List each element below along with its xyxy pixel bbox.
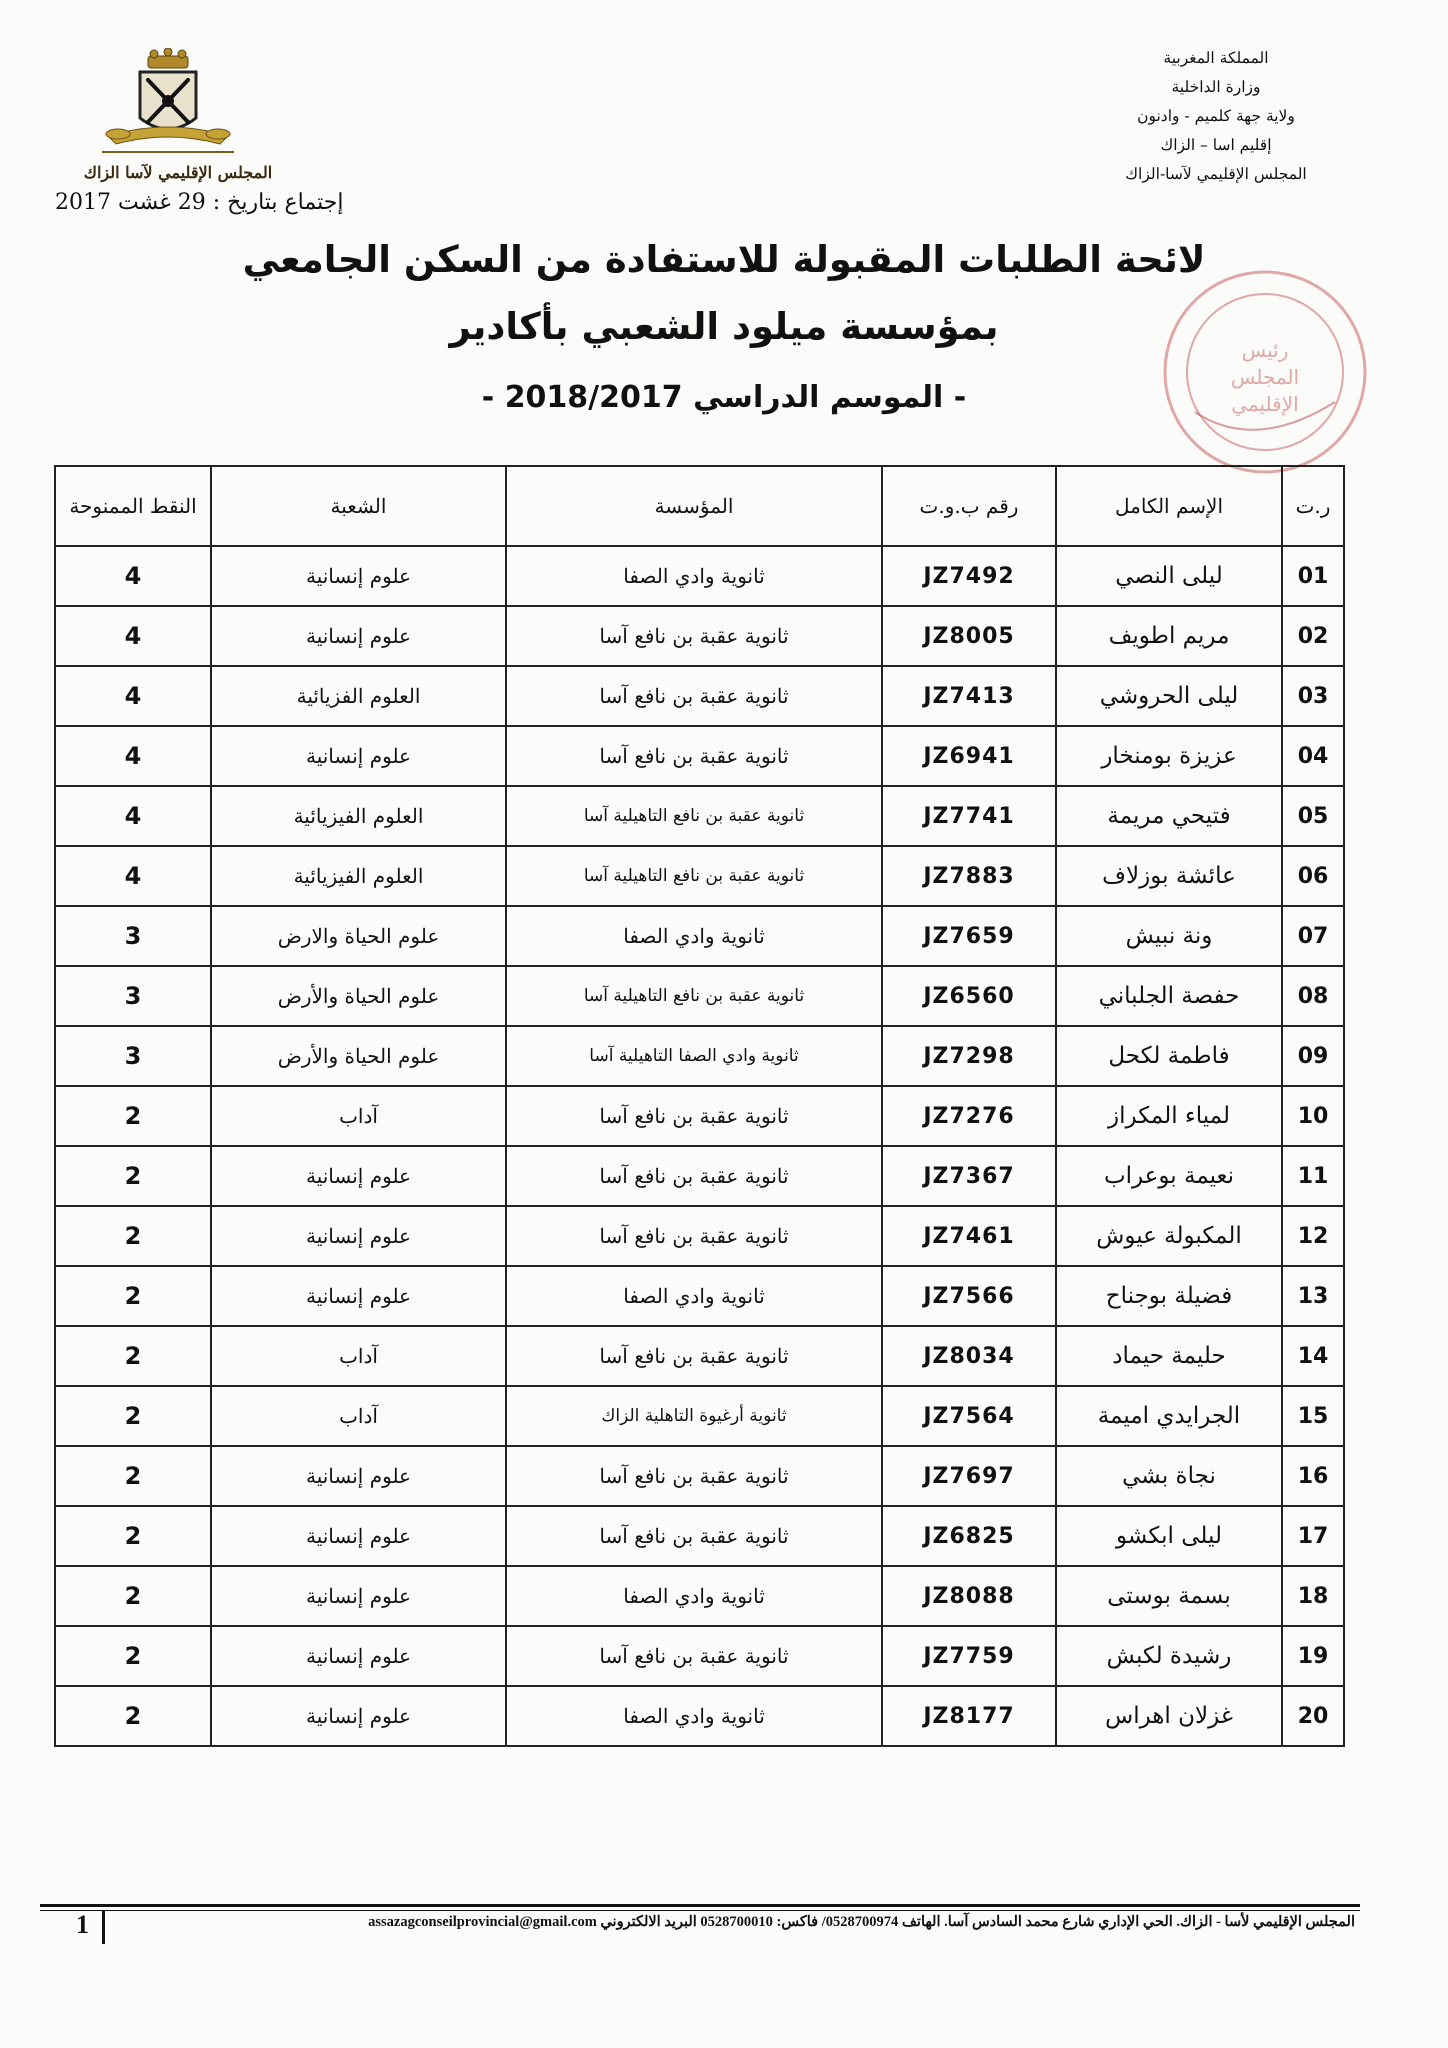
cell-points: 2 xyxy=(55,1566,211,1626)
cell-branch: علوم إنسانية xyxy=(211,1446,506,1506)
table-row xyxy=(55,1566,1344,1626)
cell-points: 3 xyxy=(55,906,211,966)
council-name-left: المجلس الإقليمي لآسا الزاك xyxy=(83,163,273,182)
admin-line-ministry: وزارة الداخلية xyxy=(1171,78,1261,96)
cell-name: غزلان اهراس xyxy=(1056,1686,1282,1746)
header-points: النقط الممنوحة xyxy=(55,466,211,546)
admin-line-region: ولاية جهة كلميم - وادنون xyxy=(1137,107,1295,125)
cell-branch: علوم إنسانية xyxy=(211,1566,506,1626)
cell-points: 2 xyxy=(55,1626,211,1686)
cell-code: JZ6560 xyxy=(882,966,1056,1026)
cell-institution: ثانوية أرغيوة التاهلية الزاك xyxy=(506,1386,882,1446)
header-code: رقم ب.و.ت xyxy=(882,466,1056,546)
cell-points: 3 xyxy=(55,1026,211,1086)
page-number: 1 xyxy=(76,1910,89,1939)
cell-name: فضيلة بوجناح xyxy=(1056,1266,1282,1326)
cell-institution: ثانوية وادي الصفا xyxy=(506,1566,882,1626)
cell-no: 07 xyxy=(1282,906,1344,966)
cell-name: فتيحي مريمة xyxy=(1056,786,1282,846)
cell-branch: علوم الحياة والأرض xyxy=(211,966,506,1026)
table-row xyxy=(55,1686,1344,1746)
header-no: ر.ت xyxy=(1282,466,1344,546)
footer-contact: المجلس الإقليمي لأسا - الزاك. الحي الإداري شارع محمد السادس آسا. الهاتف 0528700974/ فاكس: 0528700010 البريد الالكتروني assazagconseilprovincial@gmail.com xyxy=(368,1914,1355,1930)
cell-code: JZ7564 xyxy=(882,1386,1056,1446)
cell-code: JZ7367 xyxy=(882,1146,1056,1206)
cell-no: 04 xyxy=(1282,726,1344,786)
cell-no: 18 xyxy=(1282,1566,1344,1626)
cell-name: ليلى الحروشي xyxy=(1056,666,1282,726)
cell-branch: علوم الحياة والأرض xyxy=(211,1026,506,1086)
cell-points: 4 xyxy=(55,666,211,726)
table-row xyxy=(55,846,1344,906)
cell-branch: علوم إنسانية xyxy=(211,1266,506,1326)
cell-institution: ثانوية عقبة بن نافع آسا xyxy=(506,1146,882,1206)
cell-points: 2 xyxy=(55,1506,211,1566)
table-row xyxy=(55,1626,1344,1686)
cell-no: 17 xyxy=(1282,1506,1344,1566)
cell-institution: ثانوية وادي الصفا xyxy=(506,1686,882,1746)
cell-branch: العلوم الفزيائية xyxy=(211,666,506,726)
cell-institution: ثانوية وادي الصفا التاهيلية آسا xyxy=(506,1026,882,1086)
cell-no: 03 xyxy=(1282,666,1344,726)
cell-no: 16 xyxy=(1282,1446,1344,1506)
cell-points: 4 xyxy=(55,546,211,606)
cell-name: عائشة بوزلاف xyxy=(1056,846,1282,906)
cell-points: 2 xyxy=(55,1326,211,1386)
cell-points: 2 xyxy=(55,1386,211,1446)
cell-code: JZ7566 xyxy=(882,1266,1056,1326)
cell-institution: ثانوية عقبة بن نافع آسا xyxy=(506,1326,882,1386)
cell-name: ليلى ابكشو xyxy=(1056,1506,1282,1566)
cell-institution: ثانوية عقبة بن نافع آسا xyxy=(506,1506,882,1566)
cell-points: 2 xyxy=(55,1686,211,1746)
svg-text:رئيس: رئيس xyxy=(1241,338,1289,362)
cell-name: ليلى النصي xyxy=(1056,546,1282,606)
table-row xyxy=(55,1446,1344,1506)
cell-name: فاطمة لكحل xyxy=(1056,1026,1282,1086)
cell-institution: ثانوية عقبة بن نافع التاهيلية آسا xyxy=(506,846,882,906)
cell-branch: علوم إنسانية xyxy=(211,1626,506,1686)
cell-code: JZ7413 xyxy=(882,666,1056,726)
cell-institution: ثانوية وادي الصفا xyxy=(506,546,882,606)
cell-institution: ثانوية عقبة بن نافع آسا xyxy=(506,606,882,666)
table-row xyxy=(55,966,1344,1026)
cell-code: JZ7741 xyxy=(882,786,1056,846)
cell-name: المكبولة عيوش xyxy=(1056,1206,1282,1266)
table-row xyxy=(55,726,1344,786)
cell-code: JZ7298 xyxy=(882,1026,1056,1086)
cell-branch: علوم إنسانية xyxy=(211,606,506,666)
cell-no: 14 xyxy=(1282,1326,1344,1386)
cell-branch: علوم إنسانية xyxy=(211,1146,506,1206)
cell-institution: ثانوية عقبة بن نافع التاهيلية آسا xyxy=(506,966,882,1026)
cell-no: 09 xyxy=(1282,1026,1344,1086)
table-row xyxy=(55,666,1344,726)
cell-code: JZ7697 xyxy=(882,1446,1056,1506)
cell-institution: ثانوية وادي الصفا xyxy=(506,906,882,966)
cell-code: JZ7276 xyxy=(882,1086,1056,1146)
table-row xyxy=(55,606,1344,666)
cell-branch: علوم الحياة والارض xyxy=(211,906,506,966)
cell-points: 2 xyxy=(55,1086,211,1146)
cell-name: ونة نبيش xyxy=(1056,906,1282,966)
cell-code: JZ7461 xyxy=(882,1206,1056,1266)
admin-line-kingdom: المملكة المغربية xyxy=(1163,49,1269,67)
cell-code: JZ8034 xyxy=(882,1326,1056,1386)
cell-code: JZ7759 xyxy=(882,1626,1056,1686)
cell-points: 3 xyxy=(55,966,211,1026)
page-number-bar xyxy=(102,1910,105,1944)
table-row xyxy=(55,1506,1344,1566)
admin-line-council: المجلس الإقليمي لآسا-الزاك xyxy=(1125,165,1307,183)
table-row xyxy=(55,1086,1344,1146)
cell-code: JZ6825 xyxy=(882,1506,1056,1566)
cell-no: 20 xyxy=(1282,1686,1344,1746)
table-row xyxy=(55,1146,1344,1206)
cell-name: عزيزة بومنخار xyxy=(1056,726,1282,786)
header-institution: المؤسسة xyxy=(506,466,882,546)
cell-points: 4 xyxy=(55,786,211,846)
meeting-date: إجتماع بتاريخ : 29 غشت 2017 xyxy=(55,190,344,215)
cell-points: 2 xyxy=(55,1266,211,1326)
cell-points: 4 xyxy=(55,726,211,786)
cell-no: 05 xyxy=(1282,786,1344,846)
cell-branch: آداب xyxy=(211,1086,506,1146)
official-stamp xyxy=(1155,262,1375,482)
cell-no: 10 xyxy=(1282,1086,1344,1146)
cell-name: الجرايدي اميمة xyxy=(1056,1386,1282,1446)
cell-branch: آداب xyxy=(211,1326,506,1386)
cell-institution: ثانوية عقبة بن نافع آسا xyxy=(506,1086,882,1146)
school-year: - الموسم الدراسي 2018/2017 - xyxy=(481,380,967,415)
administrative-header xyxy=(1096,44,1336,189)
cell-points: 2 xyxy=(55,1446,211,1506)
table-row xyxy=(55,1266,1344,1326)
cell-branch: علوم إنسانية xyxy=(211,726,506,786)
table-row xyxy=(55,786,1344,846)
cell-branch: آداب xyxy=(211,1386,506,1446)
cell-name: لمياء المكراز xyxy=(1056,1086,1282,1146)
cell-institution: ثانوية عقبة بن نافع آسا xyxy=(506,666,882,726)
cell-branch: العلوم الفيزيائية xyxy=(211,786,506,846)
table-row xyxy=(55,1206,1344,1266)
cell-no: 08 xyxy=(1282,966,1344,1026)
cell-code: JZ8088 xyxy=(882,1566,1056,1626)
cell-institution: ثانوية عقبة بن نافع التاهيلية آسا xyxy=(506,786,882,846)
cell-points: 4 xyxy=(55,606,211,666)
cell-no: 12 xyxy=(1282,1206,1344,1266)
table-body xyxy=(55,546,1344,1746)
cell-code: JZ6941 xyxy=(882,726,1056,786)
cell-branch: علوم إنسانية xyxy=(211,1686,506,1746)
svg-text:الإقليمي: الإقليمي xyxy=(1231,392,1299,416)
cell-no: 02 xyxy=(1282,606,1344,666)
cell-name: مريم اطويف xyxy=(1056,606,1282,666)
cell-no: 15 xyxy=(1282,1386,1344,1446)
cell-points: 4 xyxy=(55,846,211,906)
cell-institution: ثانوية عقبة بن نافع آسا xyxy=(506,1446,882,1506)
cell-name: رشيدة لكبش xyxy=(1056,1626,1282,1686)
table-row xyxy=(55,1386,1344,1446)
cell-name: نجاة بشي xyxy=(1056,1446,1282,1506)
footer-divider-thin xyxy=(40,1910,1360,1911)
cell-institution: ثانوية عقبة بن نافع آسا xyxy=(506,1206,882,1266)
cell-code: JZ7883 xyxy=(882,846,1056,906)
cell-code: JZ7659 xyxy=(882,906,1056,966)
cell-code: JZ7492 xyxy=(882,546,1056,606)
cell-branch: علوم إنسانية xyxy=(211,546,506,606)
header-branch: الشعبة xyxy=(211,466,506,546)
footer-divider xyxy=(40,1904,1360,1907)
table-row xyxy=(55,546,1344,606)
admin-line-province: إقليم اسا – الزاك xyxy=(1160,136,1272,154)
cell-code: JZ8005 xyxy=(882,606,1056,666)
cell-points: 2 xyxy=(55,1146,211,1206)
cell-no: 06 xyxy=(1282,846,1344,906)
cell-name: بسمة بوستى xyxy=(1056,1566,1282,1626)
cell-name: نعيمة بوعراب xyxy=(1056,1146,1282,1206)
cell-branch: علوم إنسانية xyxy=(211,1206,506,1266)
table-row xyxy=(55,1026,1344,1086)
cell-no: 01 xyxy=(1282,546,1344,606)
coat-of-arms-emblem xyxy=(88,48,248,166)
svg-text:المجلس: المجلس xyxy=(1230,365,1300,389)
table-row xyxy=(55,906,1344,966)
header-name: الإسم الكامل xyxy=(1056,466,1282,546)
cell-institution: ثانوية عقبة بن نافع آسا xyxy=(506,1626,882,1686)
cell-points: 2 xyxy=(55,1206,211,1266)
table-row xyxy=(55,1326,1344,1386)
cell-branch: العلوم الفيزيائية xyxy=(211,846,506,906)
cell-no: 19 xyxy=(1282,1626,1344,1686)
cell-branch: علوم إنسانية xyxy=(211,1506,506,1566)
cell-institution: ثانوية وادي الصفا xyxy=(506,1266,882,1326)
accepted-applications-table xyxy=(54,465,1343,1747)
cell-institution: ثانوية عقبة بن نافع آسا xyxy=(506,726,882,786)
table-header-row xyxy=(55,466,1344,546)
cell-name: حليمة حيماد xyxy=(1056,1326,1282,1386)
cell-no: 11 xyxy=(1282,1146,1344,1206)
cell-code: JZ8177 xyxy=(882,1686,1056,1746)
cell-no: 13 xyxy=(1282,1266,1344,1326)
document-title: لائحة الطلبات المقبولة للاستفادة من السكن الجامعي xyxy=(242,238,1206,281)
cell-name: حفصة الجلباني xyxy=(1056,966,1282,1026)
document-subtitle: بمؤسسة ميلود الشعبي بأكادير xyxy=(449,305,999,348)
